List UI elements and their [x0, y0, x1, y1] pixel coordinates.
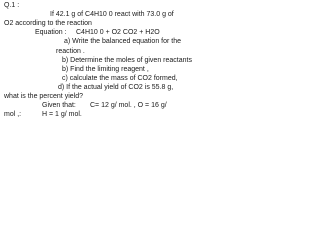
part-b-line1: b) Determine the moles of given reactants — [62, 57, 192, 64]
part-a-line1: a) Write the balanced equation for the — [64, 38, 182, 45]
part-c: c) calculate the mass of CO2 formed, — [62, 75, 178, 82]
part-a-line2: reaction . — [56, 48, 85, 55]
equation-label: Equation : — [35, 29, 67, 36]
question-intro-line2: O2 according to the reaction — [4, 20, 92, 27]
given-label: Given that: — [42, 102, 76, 109]
equation-text: C4H10 0 + O2 CO2 + H2O — [76, 29, 160, 36]
part-d-line2: what is the percent yield? — [4, 93, 83, 100]
given-line2-prefix: mol ,: — [4, 111, 22, 118]
given-line2: H = 1 g/ mol. — [42, 111, 82, 118]
question-number: Q.1 : — [4, 2, 20, 9]
question-document — [0, 0, 200, 120]
part-d-line1: d) If the actual yield of CO2 is 55.8 g, — [58, 84, 174, 91]
part-b-line2: b) Find the limiting reagent , — [62, 66, 149, 73]
given-line1: C= 12 g/ mol. , O = 16 g/ — [90, 102, 167, 109]
question-intro-line1: If 42.1 g of C4H10 0 react with 73.0 g of — [50, 11, 174, 18]
